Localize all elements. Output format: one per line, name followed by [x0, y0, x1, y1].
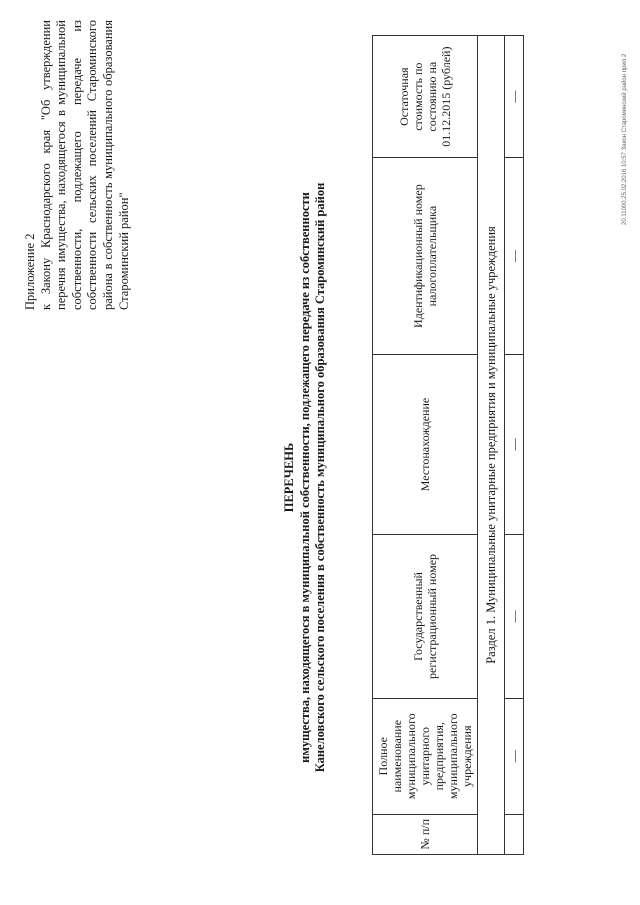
header-location: Местонахождение	[373, 354, 478, 534]
header-registration-number: Государственный регистрационный номер	[373, 535, 478, 699]
cell-registration-number: —	[505, 535, 524, 699]
header-taxpayer-id: Идентификационный номер налогоплательщика	[373, 158, 478, 355]
appendix-title: Приложение 2	[23, 233, 37, 310]
cell-residual-value: —	[505, 36, 524, 158]
cell-name: —	[505, 698, 524, 814]
document-heading	[282, 110, 329, 845]
cell-taxpayer-id: —	[505, 158, 524, 355]
table-header-row	[373, 36, 478, 855]
footer-stamp: 20.11000.25.02.2016 10:57 Закон Староминский район прил 2	[622, 53, 628, 225]
section-row	[478, 36, 505, 855]
property-table	[372, 35, 524, 855]
section-title: Раздел 1. Муниципальные унитарные предприятия и муниципальные учреждения	[478, 36, 505, 855]
heading-line-1: имущества, находящегося в муниципальной собственности, подлежащего передаче из собственности	[297, 192, 312, 763]
cell-location: —	[505, 354, 524, 534]
table-row	[505, 36, 524, 855]
appendix-text: к Закону Краснодарского края "Об утверждении перечня имущества, находящегося в муниципальной собственности, подлежащего передаче из собственности сельских поселений Староминского района в собственность муниципального образования Староминский район"	[38, 20, 131, 310]
header-residual-value: Остаточная стоимость по состоянию на 01.12.2015 (рублей)	[373, 36, 478, 158]
heading-line-2: Канеловского сельского поселения в собственность муниципального образования Староминский район	[313, 182, 328, 773]
header-name: Полное наименование муниципального унитарного предприятия, муниципального учреждения	[373, 698, 478, 814]
appendix-block	[23, 20, 132, 310]
cell-number	[505, 814, 524, 854]
document-title: ПЕРЕЧЕНЬ	[282, 442, 296, 513]
header-number: № п/п	[373, 814, 478, 854]
